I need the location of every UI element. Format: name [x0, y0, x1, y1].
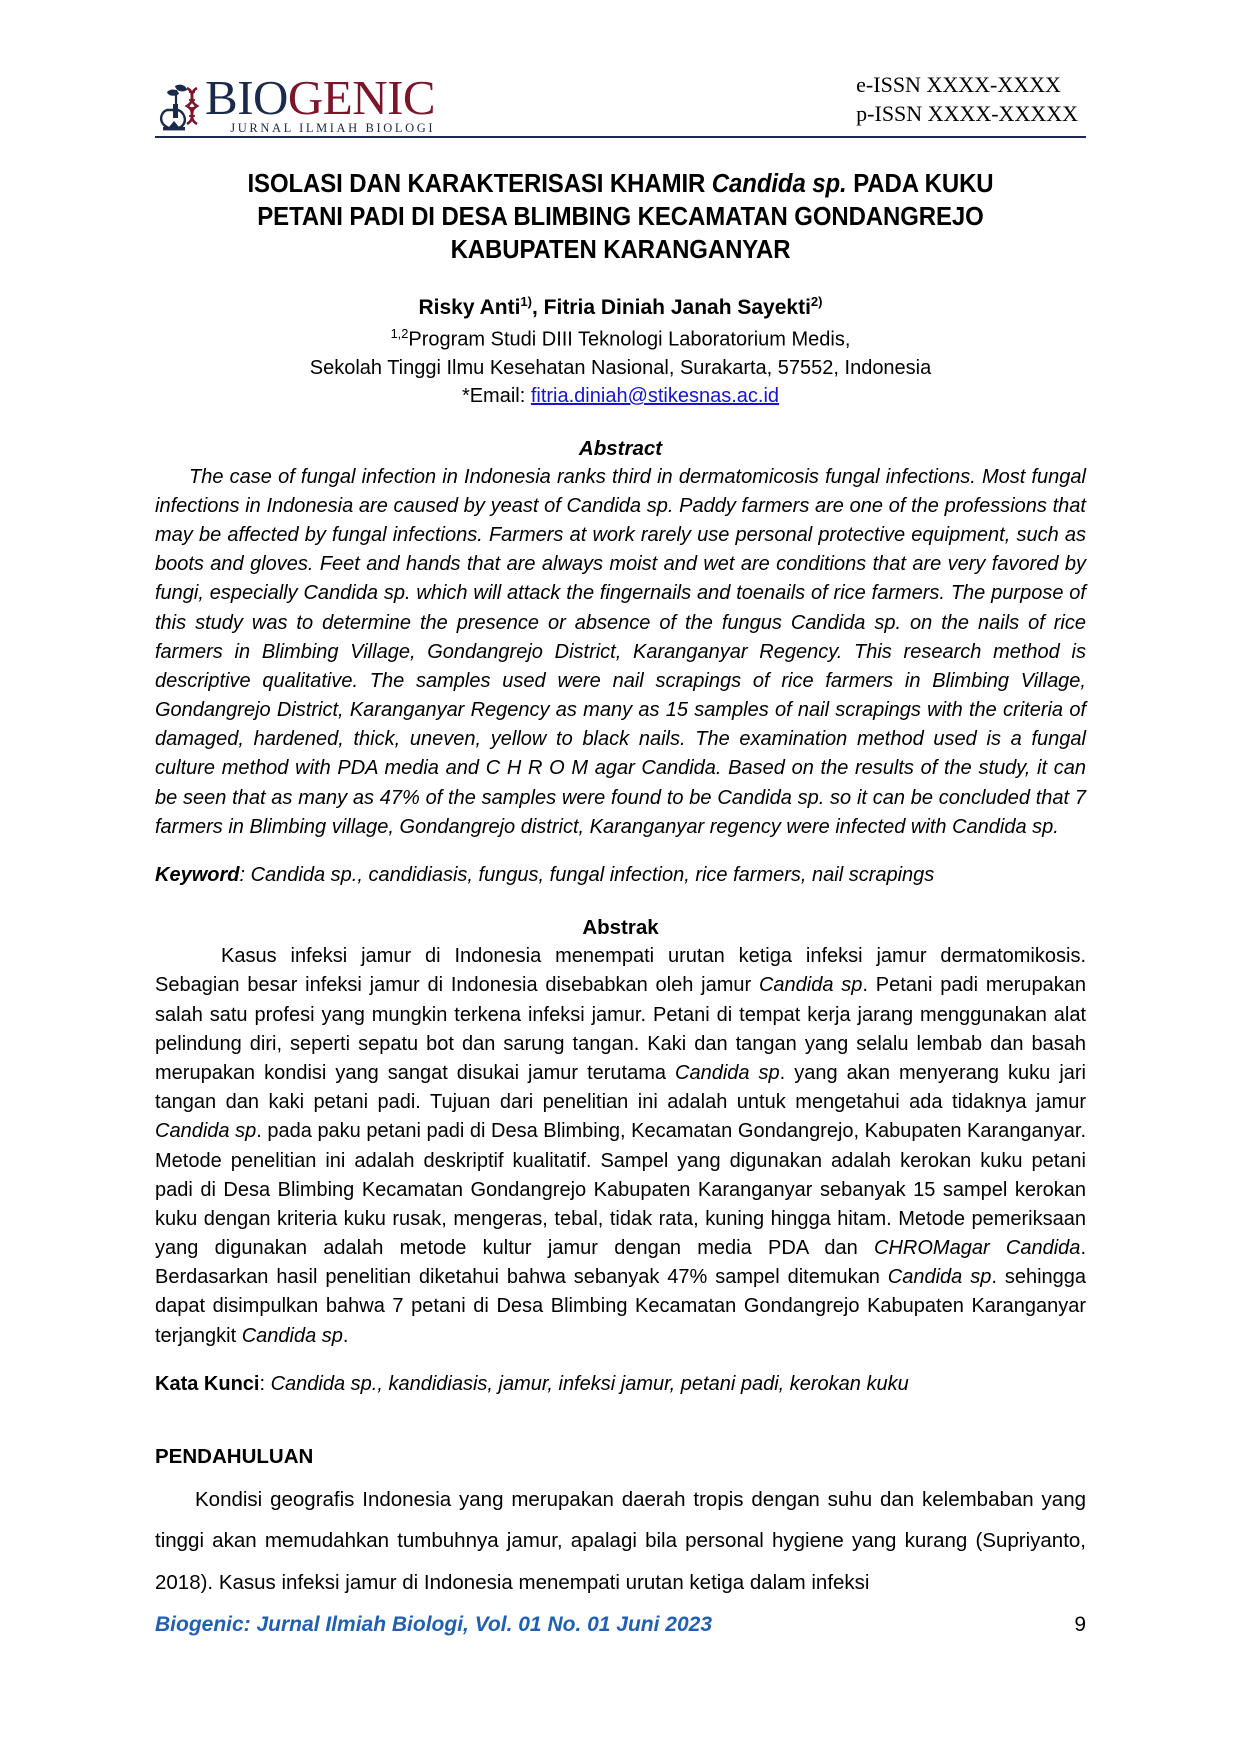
article-title	[183, 168, 1058, 267]
author-separator: ,	[531, 296, 544, 320]
keyword-label-en: Keyword	[155, 864, 240, 887]
keyword-line-id	[155, 1370, 1086, 1399]
abstract-body-en	[155, 463, 1086, 842]
journal-logo	[155, 70, 436, 135]
title-line2: PETANI PADI DI DESA BLIMBING KECAMATAN GONDANGREJO	[257, 203, 984, 232]
author-affiliation	[155, 325, 1086, 382]
email-link[interactable]: fitria.diniah@stikesnas.ac.id	[530, 385, 780, 408]
abstract-text-en: The case of fungal infection in Indonesia ranks third in dermatomicosis fungal infections. Most fungal infections in Indonesia are caused by yeast of Candida sp. Paddy farmers are one of the professions that may be affected by fungal infections. Farmers at work rarely use personal protective equipment, such as boots and gloves. Feet and hands that are always moist and wet are conditions that are very favored by fungi, especially Candida sp. which will attack the fingernails and toenails of rice farmers. The purpose of this study was to determine the presence or absence of the fungus Candida sp. on the nails of rice farmers in Blimbing Village, Gondangrejo District, Karanganyar Regency. This research method is descriptive qualitative. The samples used were nail scrapings of rice farmers in Blimbing Village, Gondangrejo District, Karanganyar Regency as many as 15 samples of nail scrapings with the criteria of damaged, hardened, thick, uneven, yellow to black nails. The examination method used is a fungal culture method with PDA media and C H R O M agar Candida. Based on the results of the study, it can be seen that as many as 47% of the samples were found to be Candida sp. so it can be concluded that 7 farmers in Blimbing village, Gondangrejo district, Karanganyar regency were infected with Candida sp.	[155, 465, 1087, 838]
abstract-heading-id: Abstrak	[582, 916, 659, 940]
issn-block	[856, 70, 1086, 130]
affiliation-marker: 1,2	[390, 325, 409, 341]
issn-electronic: e-ISSN XXXX-XXXX	[856, 71, 1061, 97]
introduction-heading: PENDAHULUAN	[155, 1445, 314, 1469]
title-line3: KABUPATEN KARANGANYAR	[450, 236, 791, 265]
keyword-separator-en: :	[239, 864, 251, 887]
keyword-separator-id: :	[259, 1372, 271, 1395]
page-footer	[155, 1613, 1086, 1637]
keyword-line-en	[155, 861, 1086, 890]
keyword-values-id: Candida sp., kandidiasis, jamur, infeksi jamur, petani padi, kerokan kuku	[270, 1372, 909, 1395]
author-2-name: Fitria Diniah Janah Sayekti	[543, 296, 811, 320]
title-line1-italic-taxon: Candida sp.	[711, 170, 847, 198]
page-number: 9	[1074, 1613, 1086, 1636]
abstract-heading-en: Abstract	[578, 436, 663, 460]
introduction-paragraph	[155, 1479, 1086, 1603]
author-1-name: Risky Anti	[418, 296, 521, 320]
author-1-affiliation-marker: 1)	[520, 294, 532, 310]
journal-citation: Biogenic: Jurnal Ilmiah Biologi, Vol. 01 No. 01 Juni 2023	[155, 1613, 713, 1636]
corresponding-email-line	[155, 382, 1086, 410]
journal-wordmark	[205, 70, 436, 135]
keyword-values-en: Candida sp., candidiasis, fungus, fungal infection, rice farmers, nail scrapings	[250, 864, 935, 887]
journal-logo-subtitle: JURNAL ILMIAH BIOLOGI	[230, 120, 436, 135]
keyword-label-id: Kata Kunci	[155, 1372, 260, 1395]
title-line1-post: PADA KUKU	[846, 170, 994, 198]
issn-print: p-ISSN XXXX-XXXXX	[856, 100, 1078, 126]
affiliation-line-1: Program Studi DIII Teknologi Laboratorium Medis,	[408, 328, 851, 351]
title-line1-pre: ISOLASI DAN KARAKTERISASI KHAMIR	[247, 170, 712, 198]
author-list	[155, 293, 1086, 322]
affiliation-line-2: Sekolah Tinggi Ilmu Kesehatan Nasional, Surakarta, 57552, Indonesia	[309, 356, 932, 379]
abstract-body-id	[155, 942, 1086, 1351]
author-2-affiliation-marker: 2)	[810, 294, 823, 310]
microscope-plant-dna-emblem-icon	[155, 80, 203, 136]
abstract-text-id: Kasus infeksi jamur di Indonesia menempati urutan ketiga infeksi jamur dermatomikosis. Sebagian besar infeksi jamur di Indonesia disebabkan oleh jamur Candida sp. Petani padi merupakan salah satu profesi yang mungkin terkena infeksi jamur. Petani di tempat kerja jarang menggunakan alat pelindung diri, seperti sepatu bot dan sarung tangan. Kaki dan tangan yang selalu lembab dan basah merupakan kondisi yang sangat disukai jamur terutama Candida sp. yang akan menyerang kuku jari tangan dan kaki petani padi. Tujuan dari penelitian ini adalah untuk mengetahui ada tidaknya jamur Candida sp. pada paku petani padi di Desa Blimbing, Kecamatan Gondangrejo, Kabupaten Karanganyar. Metode penelitian ini adalah deskriptif kualitatif. Sampel yang digunakan adalah kerokan kuku petani padi di Desa Blimbing Kecamatan Gondangrejo Kabupaten Karanganyar sebanyak 15 sampel kerokan kuku dengan kriteria kuku rusak, mengeras, tebal, tidak rata, kuning hingga hitam. Metode pemeriksaan yang digunakan adalah metode kultur jamur dengan media PDA dan CHROMagar Candida. Berdasarkan hasil penelitian diketahui bahwa sebanyak 47% sampel ditemukan Candida sp. sehingga dapat disimpulkan bahwa 7 petani di Desa Blimbing Kecamatan Gondangrejo Kabupaten Karanganyar terjangkit Candida sp.	[155, 945, 1086, 1347]
logo-letter-b: B	[205, 70, 238, 126]
logo-letters-genic: GENIC	[287, 70, 436, 126]
introduction-text: Kondisi geografis Indonesia yang merupakan daerah tropis dengan suhu dan kelembaban yang tinggi akan memudahkan tumbuhnya jamur, apalagi bila personal hygiene yang kurang (Supriyanto, 2018). Kasus infeksi jamur di Indonesia menempati urutan ketiga dalam infeksi	[155, 1488, 1086, 1594]
journal-title-logotype	[205, 70, 436, 126]
journal-masthead	[155, 52, 1086, 138]
email-label: *Email:	[461, 385, 531, 408]
logo-letters-io: IO	[237, 70, 288, 126]
